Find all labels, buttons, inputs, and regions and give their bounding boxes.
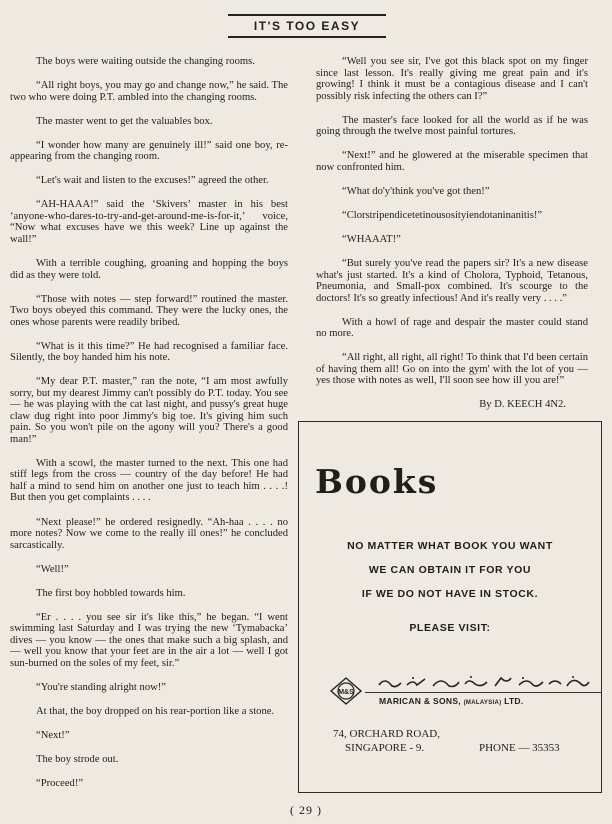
jawi-script-icon	[373, 674, 595, 690]
firm-name	[379, 696, 524, 706]
paragraph: “Well!”	[36, 563, 69, 575]
phone-number: PHONE — 35353	[479, 742, 560, 754]
ad-line-3: IF WE DO NOT HAVE IN STOCK.	[361, 588, 539, 600]
page-title: IT'S TOO EASY	[228, 14, 386, 38]
paragraph: “Clorstripendicetetinousosityiendotaninanitis!”	[342, 209, 543, 221]
firm-country-text: (MALAYSIA)	[463, 700, 502, 706]
ad-visit: PLEASE VISIT:	[409, 622, 491, 634]
firm-suffix-text: LTD.	[504, 696, 524, 706]
paragraph: The master's face looked for all the world as if he was going through the twelve most painful tortures.	[316, 114, 588, 138]
paragraph: “Er . . . . you see sir it's like this,” he began. “I went swimming last Saturday and I was trying the new ‘Tymabacka’ dives — you know — the ones that make such a big splash, and — well you know that your feet are in the air a lot — well I got sun-burned on the soles of my feet, sir.”	[10, 611, 288, 669]
paragraph: “Well you see sir, I've got this black spot on my finger since last lesson. It's really giving me great pain and it's growing! I think it must be a contagious disease and I can't possibly risk infecting the others can I?”	[316, 56, 588, 102]
paragraph: “My dear P.T. master,” ran the note, “I am most awfully sorry, but my dearest Jimmy can't possibly do P.T. today. You see — he was playing with the cat last night, and pussy's great huge claw dug right into poor Jimmy's big toe. It's giving him such pain. So you won't pile on the agony will you? There's a good man!”	[10, 376, 288, 445]
bookshop-advertisement	[298, 421, 602, 793]
author-byline: By D. KEECH 4N2.	[479, 399, 566, 411]
paragraph: “Proceed!”	[36, 778, 84, 790]
paragraph: “You're standing alright now!”	[36, 681, 166, 693]
paragraph: “All right, all right, all right! To think that I'd been certain of having them all! Go on into the gym' with the lot of you — yes those with notes as well, I'll soon see how ill you are!”	[316, 352, 588, 387]
firm-logo-block	[329, 674, 594, 708]
paragraph: “AH-HAAA!” said the ‘Skivers’ master in his best ‘anyone-who-dares-to-try-and-get-around-me-is-for-it,’ voice, “Now what excuses have we this week? Line up against the wall!”	[10, 199, 288, 245]
ad-line-2: WE CAN OBTAIN IT FOR YOU	[368, 564, 532, 576]
page-number: ( 29 )	[290, 803, 322, 817]
paragraph: The master went to get the valuables box.	[36, 115, 213, 127]
paragraph: “But surely you've read the papers sir? It's a new disease what's just started. It's a kind of Cholora, Typhoid, Tetanous, Pneumonia, and Small-pox combined. It's scourge to the doctors! It's so greatly infectious! And it's really very . . . .”	[316, 258, 588, 304]
paragraph: With a terrible coughing, groaning and hopping the boys did as they were told.	[10, 258, 288, 281]
paragraph: “Next please!” he ordered resignedly. “Ah-haa . . . . no more notes? Now we come to the really ill ones!” he concluded sarcastically.	[10, 516, 288, 551]
paragraph: “Next!”	[36, 730, 70, 742]
logo-text: M&S	[338, 689, 354, 696]
address-line-1: 74, ORCHARD ROAD,	[333, 728, 440, 740]
ad-line-1: NO MATTER WHAT BOOK YOU WANT	[347, 540, 553, 552]
paragraph: The boys were waiting outside the changing rooms.	[36, 56, 255, 67]
paragraph: “What is it this time?” He had recognised a familiar face. Silently, the boy handed him his note.	[10, 340, 288, 364]
paragraph: At that, the boy dropped on his rear-portion like a stone.	[36, 706, 275, 717]
paragraph: “I wonder how many are genuinely ill!” said one boy, re-appearing from the changing room.	[10, 139, 288, 163]
firm-divider	[365, 692, 601, 693]
paragraph: The first boy hobbled towards him.	[36, 587, 186, 599]
paragraph: “All right boys, you may go and change now,” he said. The two who were doing P.T. ambled into the changing rooms.	[10, 80, 288, 103]
paragraph: The boy strode out.	[36, 754, 119, 766]
firm-name-text: MARICAN & SONS,	[379, 696, 461, 706]
story-right-column	[316, 56, 588, 423]
paragraph: “WHAAAT!”	[342, 233, 401, 245]
ad-heading: Books	[315, 462, 439, 501]
paragraph: “What do'y'think you've got then!”	[342, 185, 490, 197]
paragraph: “Let's wait and listen to the excuses!” agreed the other.	[36, 175, 269, 187]
paragraph: With a scowl, the master turned to the next. This one had stiff legs from the cross — country of the day before! He had half a mind to send him on another one just to teach him . . . .! But then you get complaints . . . .	[10, 457, 288, 504]
paragraph: “Next!” and he glowered at the miserable specimen that now confronted him.	[316, 150, 588, 173]
paragraph: With a howl of rage and despair the master could stand no more.	[316, 316, 588, 340]
address-line-2: SINGAPORE - 9.	[345, 742, 425, 754]
paragraph: “Those with notes — step forward!” routined the master. Two boys obeyed this command. They were the lucky ones, the ones whose parents were readily bribed.	[10, 293, 288, 328]
firm-logo-icon	[329, 674, 363, 708]
story-left-column	[10, 56, 288, 802]
